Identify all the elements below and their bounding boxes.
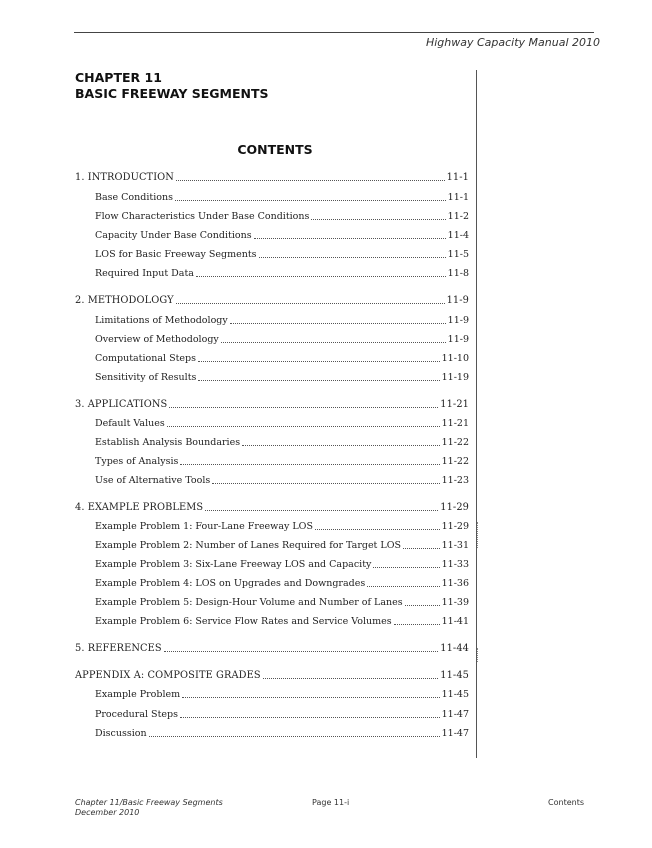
toc-leader-dots	[149, 736, 440, 737]
toc-entry-title: Limitations of Methodology	[95, 315, 228, 326]
toc-leader-dots	[182, 697, 439, 698]
toc-leader-dots	[254, 238, 446, 239]
toc-entry-page: 11-4	[447, 230, 469, 241]
toc-entry-page: 11-8	[447, 268, 469, 279]
toc-leader-dots	[394, 624, 440, 625]
toc-entry-title: 5. REFERENCES	[75, 643, 162, 654]
toc-entry-page: 11-45	[441, 689, 469, 700]
toc-leader-dots	[169, 407, 438, 408]
toc-leader-dots	[176, 303, 445, 304]
toc-entry[interactable]	[75, 724, 469, 740]
toc-entry[interactable]	[75, 264, 469, 280]
toc-entry[interactable]	[75, 245, 469, 261]
toc-entry[interactable]	[75, 639, 469, 655]
toc-entry[interactable]	[75, 330, 469, 346]
toc-entry-title: LOS for Basic Freeway Segments	[95, 249, 257, 260]
toc-entry-title: 4. EXAMPLE PROBLEMS	[75, 502, 204, 513]
toc-entry-page: 11-1	[446, 172, 469, 183]
toc-entry[interactable]	[75, 207, 469, 223]
toc-entry-page: 11-23	[441, 475, 469, 486]
toc-entry-page: 11-41	[441, 616, 469, 627]
toc-entry[interactable]	[75, 593, 469, 609]
toc-entry-title: APPENDIX A: COMPOSITE GRADES	[75, 670, 261, 681]
toc-leader-dots	[175, 200, 446, 201]
toc-entry-title: Overview of Methodology	[95, 334, 219, 345]
toc-entry[interactable]	[75, 705, 469, 721]
toc-leader-dots	[259, 257, 446, 258]
toc-entry-page: 11-1	[447, 192, 469, 203]
toc-entry-page: 11-22	[441, 456, 469, 467]
toc-leader-dots	[311, 219, 445, 220]
toc-entry-title: Required Input Data	[95, 268, 194, 279]
toc-entry[interactable]	[75, 666, 469, 682]
toc-entry-page: 11-21	[441, 418, 469, 429]
toc-leader-dots	[315, 529, 440, 530]
toc-entry-title: Base Conditions	[95, 192, 173, 203]
chapter-title: BASIC FREEWAY SEGMENTS	[75, 86, 269, 101]
toc-entry-page: 11-31	[441, 540, 469, 551]
toc-entry[interactable]	[75, 517, 469, 533]
footer-left	[75, 798, 223, 818]
toc-leader-dots	[405, 605, 440, 606]
contents-title: CONTENTS	[237, 142, 313, 157]
toc-entry-title: Example Problem 6: Service Flow Rates and Service Volumes	[95, 616, 392, 627]
toc-entry-page: 11-39	[441, 597, 469, 608]
margin-mark	[477, 522, 478, 548]
running-header-title: Highway Capacity Manual 2010	[425, 36, 600, 49]
footer-date: December 2010	[75, 808, 140, 817]
margin-mark	[477, 648, 478, 662]
toc-leader-dots	[176, 180, 445, 181]
toc-leader-dots	[180, 464, 439, 465]
toc-entry-page: 11-9	[446, 295, 469, 306]
toc-entry[interactable]	[75, 311, 469, 327]
toc-leader-dots	[403, 548, 440, 549]
toc-entry-title: Sensitivity of Results	[95, 372, 197, 383]
toc-entry-title: Example Problem 3: Six-Lane Freeway LOS and Capacity	[95, 559, 372, 570]
toc-leader-dots	[373, 567, 439, 568]
toc-leader-dots	[167, 426, 440, 427]
toc-entry[interactable]	[75, 395, 469, 411]
toc-leader-dots	[263, 678, 439, 679]
toc-entry-page: 11-22	[441, 437, 469, 448]
footer-page-number: Page 11-i	[312, 798, 350, 807]
toc-leader-dots	[212, 483, 439, 484]
toc-entry-title: Discussion	[95, 728, 147, 739]
toc-entry-title: Example Problem 4: LOS on Upgrades and Downgrades	[95, 578, 366, 589]
toc-entry[interactable]	[75, 612, 469, 628]
toc-entry[interactable]	[75, 168, 469, 184]
toc-entry-page: 11-10	[441, 353, 469, 364]
toc-entry-title: Establish Analysis Boundaries	[95, 437, 241, 448]
toc-entry[interactable]	[75, 498, 469, 514]
toc-entry-title: Procedural Steps	[95, 709, 178, 720]
toc-entry[interactable]	[75, 452, 469, 468]
toc-entry-title: Use of Alternative Tools	[95, 475, 211, 486]
toc-entry-title: Capacity Under Base Conditions	[95, 230, 252, 241]
toc-entry[interactable]	[75, 574, 469, 590]
toc-leader-dots	[221, 342, 446, 343]
header-rule	[74, 32, 594, 33]
toc-entry-title: Computational Steps	[95, 353, 196, 364]
toc-entry-title: 1. INTRODUCTION	[75, 172, 174, 183]
toc-leader-dots	[205, 510, 438, 511]
toc-entry-page: 11-36	[441, 578, 469, 589]
toc-entry-page: 11-47	[441, 728, 469, 739]
toc-entry[interactable]	[75, 349, 469, 365]
toc-entry[interactable]	[75, 188, 469, 204]
toc-entry-title: Types of Analysis	[95, 456, 179, 467]
toc-entry[interactable]	[75, 414, 469, 430]
toc-entry[interactable]	[75, 291, 469, 307]
toc-leader-dots	[196, 276, 446, 277]
toc-entry-page: 11-29	[441, 521, 469, 532]
footer-chapter: Chapter 11/Basic Freeway Segments	[75, 798, 223, 807]
toc-entry-title: Flow Characteristics Under Base Conditions	[95, 211, 310, 222]
toc-entry-title: Example Problem 2: Number of Lanes Required for Target LOS	[95, 540, 402, 551]
toc-entry[interactable]	[75, 685, 469, 701]
toc-entry[interactable]	[75, 536, 469, 552]
toc-leader-dots	[242, 445, 440, 446]
footer-section: Contents	[548, 798, 584, 807]
toc-entry-title: Example Problem 5: Design-Hour Volume and Number of Lanes	[95, 597, 403, 608]
toc-entry-page: 11-45	[440, 670, 469, 681]
toc-leader-dots	[198, 380, 439, 381]
toc-entry[interactable]	[75, 433, 469, 449]
toc-leader-dots	[164, 651, 439, 652]
toc-entry[interactable]	[75, 368, 469, 384]
toc-entry-page: 11-2	[447, 211, 469, 222]
toc-entry-page: 11-29	[440, 502, 469, 513]
toc-entry[interactable]	[75, 471, 469, 487]
chapter-number: CHAPTER 11	[75, 70, 162, 85]
toc-leader-dots	[180, 717, 440, 718]
toc-entry-title: Default Values	[95, 418, 165, 429]
toc-entry-title: 2. METHODOLOGY	[75, 295, 174, 306]
toc-entry-title: Example Problem 1: Four-Lane Freeway LOS	[95, 521, 313, 532]
toc-leader-dots	[230, 323, 446, 324]
toc-entry-page: 11-33	[441, 559, 469, 570]
toc-entry-title: 3. APPLICATIONS	[75, 399, 168, 410]
toc-entry-page: 11-9	[447, 315, 469, 326]
chapter-heading	[75, 70, 269, 102]
toc-entry-title: Example Problem	[95, 689, 181, 700]
toc-entry-page: 11-21	[440, 399, 469, 410]
toc-entry-page: 11-44	[440, 643, 469, 654]
toc-entry-page: 11-19	[441, 372, 469, 383]
toc-entry-page: 11-5	[447, 249, 469, 260]
toc-entry-page: 11-9	[447, 334, 469, 345]
toc-entry[interactable]	[75, 226, 469, 242]
toc-entry[interactable]	[75, 555, 469, 571]
toc-leader-dots	[198, 361, 440, 362]
toc-leader-dots	[367, 586, 439, 587]
toc-entry-page: 11-47	[441, 709, 469, 720]
